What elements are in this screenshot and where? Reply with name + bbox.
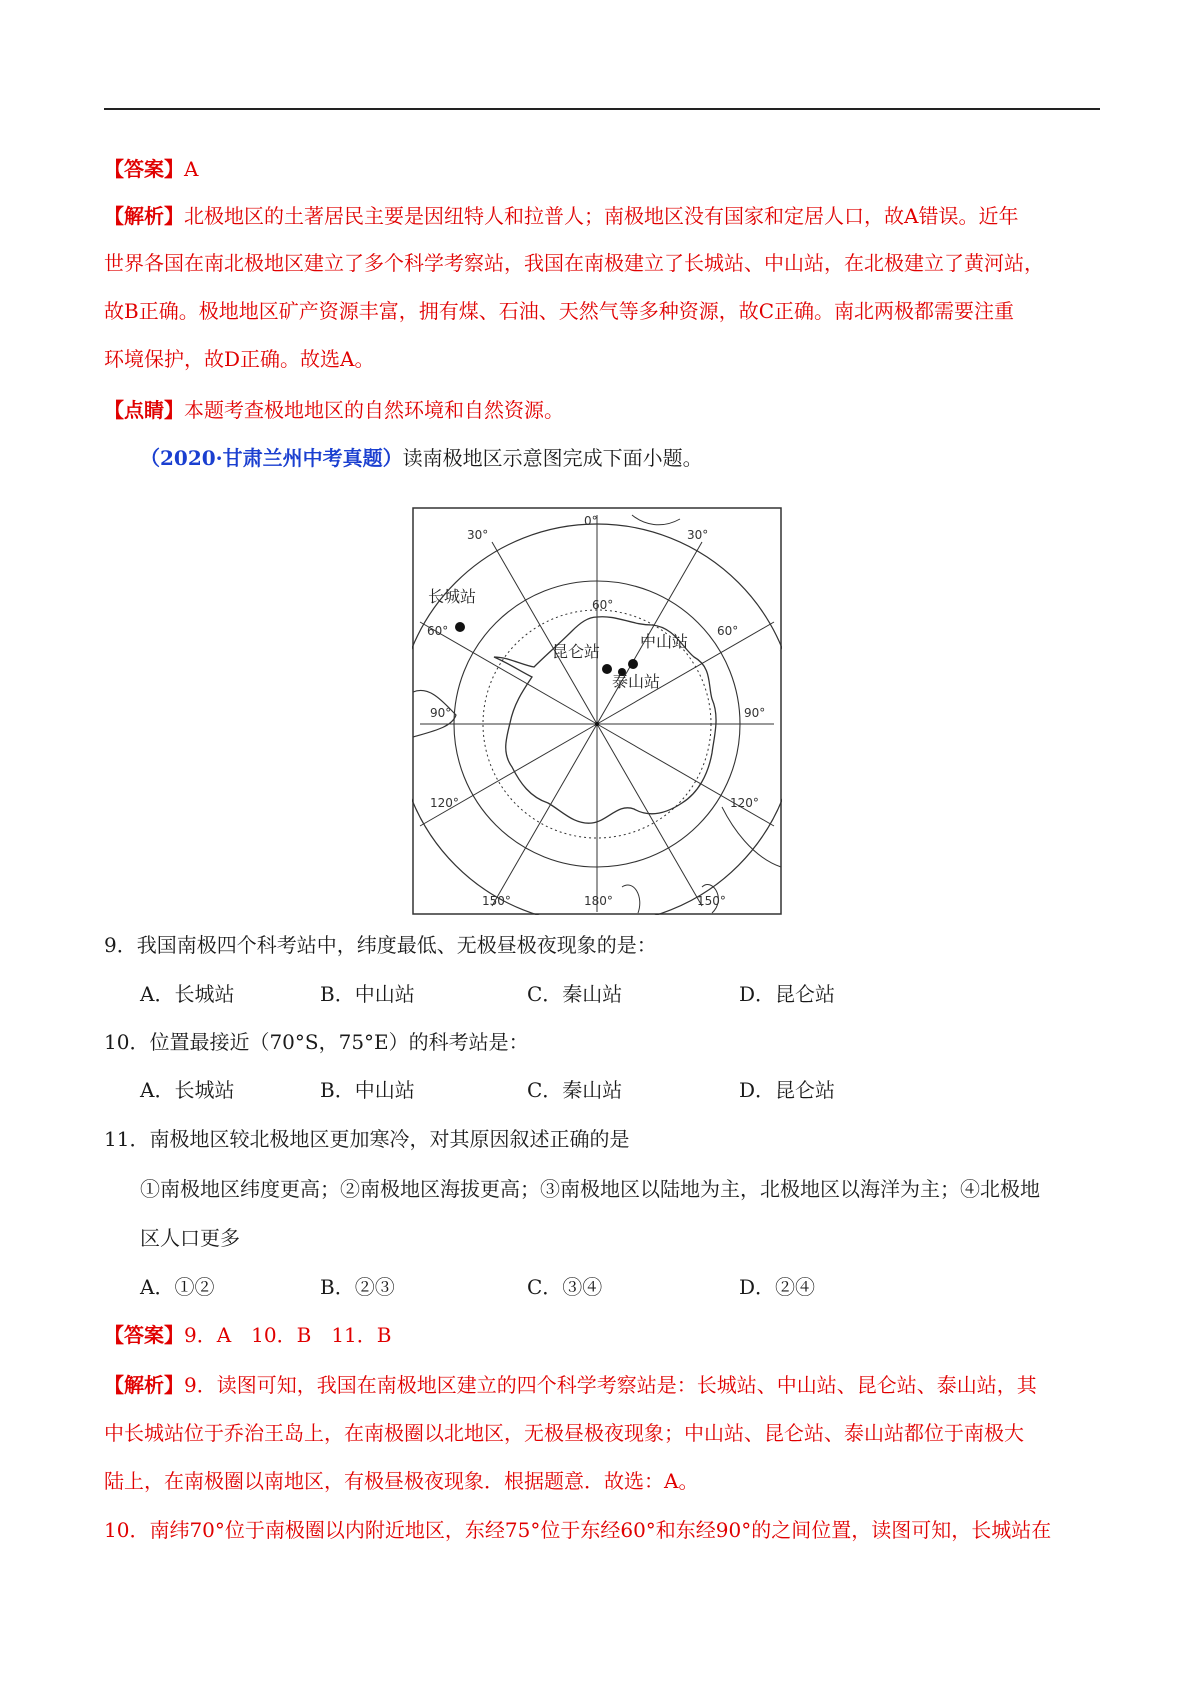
answer-1 — [104, 154, 198, 184]
changcheng-station-dot — [455, 622, 465, 632]
q10-option-d[interactable]: D．昆仑站 — [739, 1078, 836, 1102]
q10-option-b[interactable]: B．中山站 — [320, 1078, 415, 1102]
analysis-2-line-1: 【解析】9．读图可知，我国在南极地区建立的四个科学考察站是：长城站、中山站、昆仑站、泰山站，其 — [104, 1373, 1037, 1397]
answer-label: 【答案】 — [104, 157, 184, 181]
label-90w: 90° — [430, 706, 452, 720]
q10-option-a[interactable]: A．长城站 — [140, 1078, 235, 1102]
q11-option-c[interactable]: C．③④ — [527, 1275, 603, 1299]
question-10-stem: 10．位置最接近（70°S，75°E）的科考站是： — [104, 1030, 529, 1054]
question-11-statements-2: 区人口更多 — [140, 1226, 240, 1250]
antarctica-map — [412, 507, 782, 915]
question-11-stem: 11．南极地区较北极地区更加寒冷，对其原因叙述正确的是 — [104, 1127, 630, 1151]
analysis-1-line-3: 故B正确。极地地区矿产资源丰富，拥有煤、石油、天然气等多种资源，故C正确。南北两极都需要注重 — [104, 299, 1014, 323]
answer-2-text: 9．A 10．B 11．B — [184, 1323, 392, 1347]
q11-option-a[interactable]: A．①② — [140, 1275, 215, 1299]
q10-option-c[interactable]: C．秦山站 — [527, 1078, 623, 1102]
label-30w: 30° — [467, 528, 489, 542]
q11-option-d[interactable]: D．②④ — [739, 1275, 816, 1299]
question-11-statements-1: ①南极地区纬度更高；②南极地区海拔更高；③南极地区以陆地为主，北极地区以海洋为主；④北极地 — [140, 1177, 1040, 1201]
tip-1 — [104, 395, 564, 425]
zhongshan-label: 中山站 — [640, 632, 689, 651]
analysis-2-line-4: 10．南纬70°位于南极圈以内附近地区，东经75°位于东经60°和东经90°的之间位置，读图可知，长城站在 — [104, 1518, 1052, 1542]
label-150e: 150° — [697, 894, 726, 908]
question-source — [140, 443, 703, 473]
q9-option-a[interactable]: A．长城站 — [140, 982, 235, 1006]
analysis-2-label: 【解析】 — [104, 1373, 184, 1397]
q9-option-b[interactable]: B．中山站 — [320, 982, 415, 1006]
label-120e: 120° — [730, 796, 759, 810]
analysis-2-line-3: 陆上，在南极圈以南地区，有极昼极夜现象．根据题意．故选：A。 — [104, 1469, 699, 1493]
kunlun-label: 昆仑站 — [552, 642, 601, 661]
label-150w: 150° — [482, 894, 511, 908]
label-180: 180° — [584, 894, 613, 908]
question-9-stem: 9．我国南极四个科考站中，纬度最低、无极昼极夜现象的是： — [104, 933, 657, 957]
analysis-label: 【解析】 — [104, 204, 184, 228]
kunlun-station-dot — [602, 664, 612, 674]
label-60w: 60° — [427, 624, 449, 638]
label-0: 0° — [584, 514, 598, 528]
answer-text: A — [184, 157, 199, 181]
analysis-1-line-1: 【解析】北极地区的土著居民主要是因纽特人和拉普人；南极地区没有国家和定居人口，故A错误。近年 — [104, 204, 1019, 228]
zhongshan-station-dot — [628, 659, 638, 669]
analysis-1-line-2: 世界各国在南北极地区建立了多个科学考察站，我国在南极建立了长城站、中山站，在北极建立了黄河站， — [104, 251, 1044, 275]
source-text: 读南极地区示意图完成下面小题。 — [402, 446, 703, 470]
answer-2-label: 【答案】 — [104, 1323, 184, 1347]
changcheng-label: 长城站 — [428, 587, 477, 606]
q9-option-c[interactable]: C．秦山站 — [527, 982, 623, 1006]
tip-label: 【点睛】 — [104, 398, 184, 422]
taishan-label: 泰山站 — [612, 672, 661, 691]
south-pole-dot — [595, 722, 599, 726]
label-lat-60: 60° — [592, 598, 614, 612]
q9-option-d[interactable]: D．昆仑站 — [739, 982, 836, 1006]
label-90e: 90° — [744, 706, 766, 720]
source-tag: （2020·甘肃兰州中考真题） — [140, 446, 403, 470]
tip-text: 本题考查极地地区的自然环境和自然资源。 — [184, 398, 564, 422]
analysis-1-line-4: 环境保护，故D正确。故选A。 — [104, 347, 375, 371]
q11-option-b[interactable]: B．②③ — [320, 1275, 395, 1299]
answer-2 — [104, 1320, 391, 1350]
analysis-2-line-2: 中长城站位于乔治王岛上，在南极圈以北地区，无极昼极夜现象；中山站、昆仑站、泰山站都位于南极大 — [104, 1421, 1024, 1445]
label-60e: 60° — [717, 624, 739, 638]
label-30e: 30° — [687, 528, 709, 542]
label-120w: 120° — [430, 796, 459, 810]
header-rule — [104, 108, 1100, 110]
